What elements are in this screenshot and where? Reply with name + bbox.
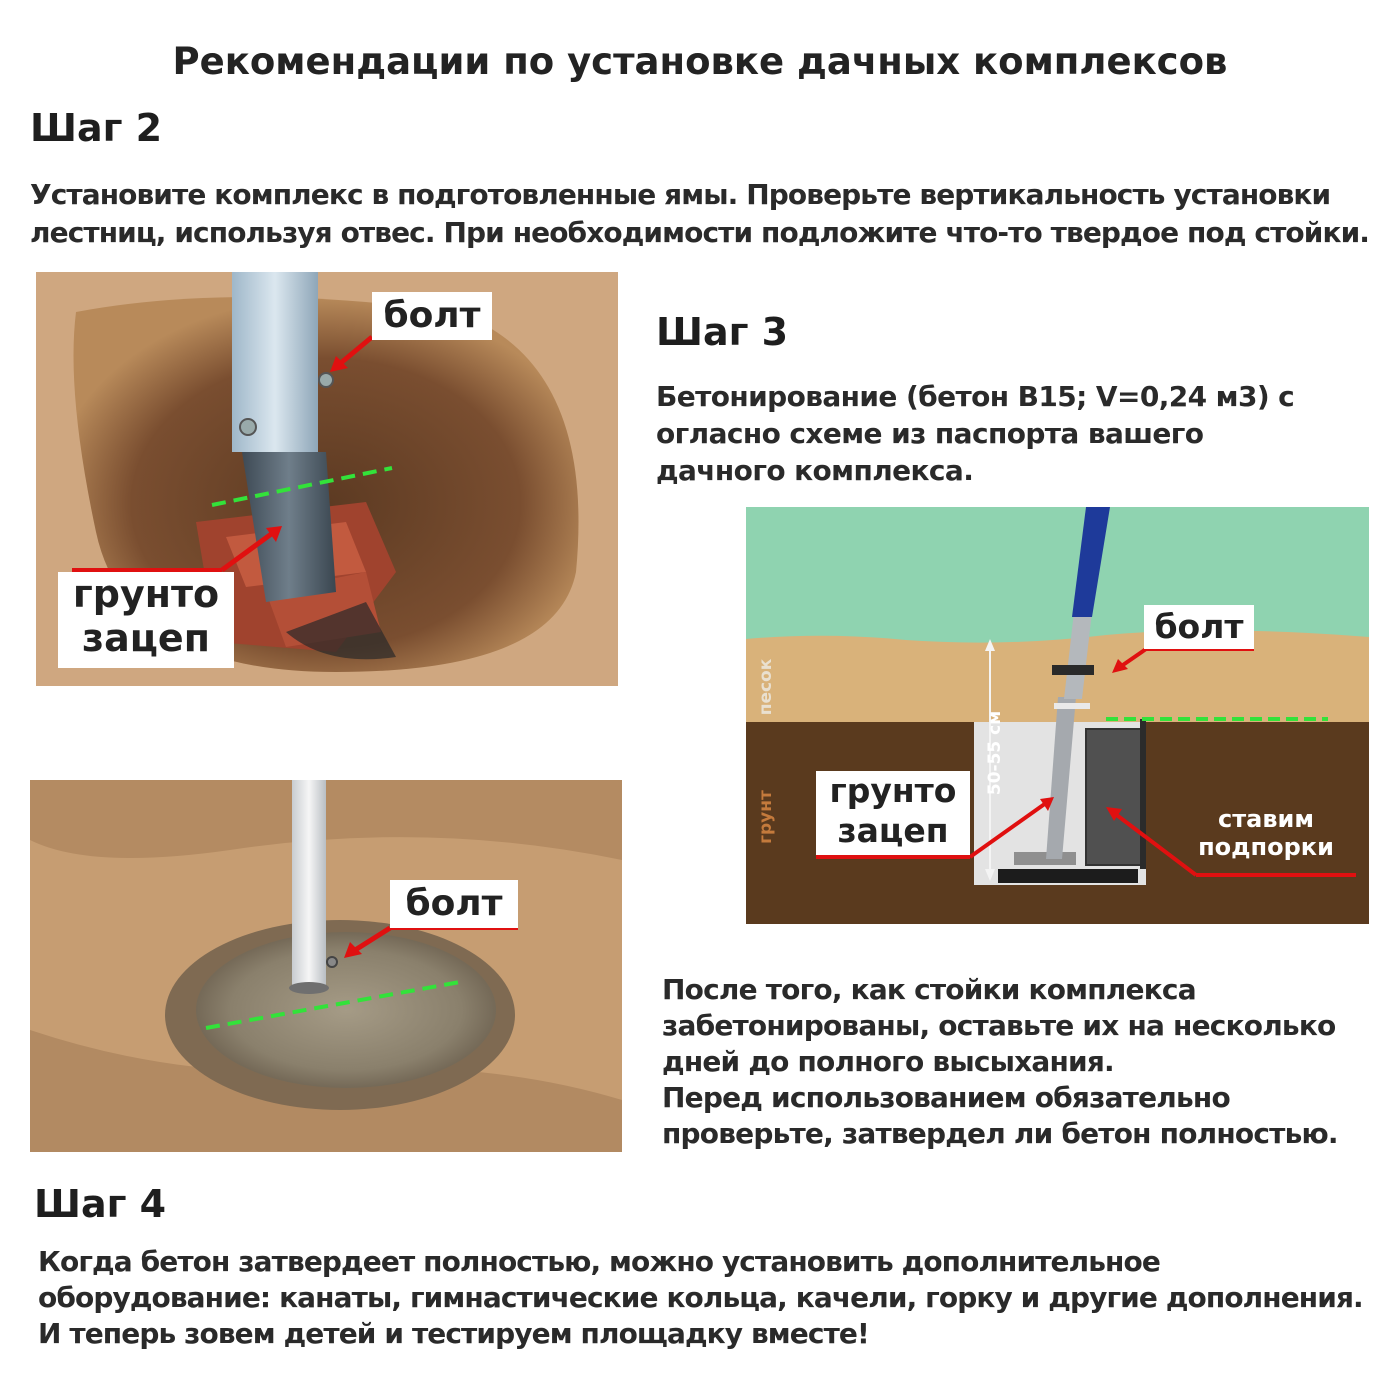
photo1-anchor-label-2: зацеп	[82, 616, 210, 660]
step-4-text	[38, 1244, 1388, 1352]
step-2-text	[30, 176, 1390, 252]
photo1-bolt-label: болт	[372, 292, 492, 340]
step-3-after-line-1: После того, как стойки комплекса	[662, 973, 1196, 1006]
diagram-bolt-label: болт	[1144, 605, 1254, 649]
photo1-anchor-label	[58, 572, 234, 668]
step-4-line-2: оборудование: канаты, гимнастические кольца, качели, горку и другие дополнения.	[38, 1281, 1363, 1314]
concreting-diagram-illustration	[746, 507, 1369, 924]
step-3-after-line-5: проверьте, затвердел ли бетон полностью.	[662, 1117, 1338, 1150]
diagram-anchor-label	[816, 771, 970, 855]
page-title: Рекомендации по установке дачных комплексов	[172, 40, 1228, 83]
concreting-diagram	[746, 507, 1369, 924]
step-3-line-3: дачного комплекса.	[656, 454, 974, 487]
photo-concrete-poured	[30, 780, 622, 1152]
diagram-support-label	[1176, 805, 1356, 861]
photo2-bolt-label: болт	[390, 880, 518, 928]
photo-concrete-poured-illustration	[30, 780, 622, 1152]
step-4-line-1: Когда бетон затвердеет полностью, можно установить дополнительное	[38, 1245, 1160, 1278]
photo-post-in-pit	[36, 272, 618, 686]
diagram-anchor-label-2: зацеп	[837, 811, 949, 850]
diagram-ground-layer-label: грунт	[756, 790, 776, 844]
step-2-line-1: Установите комплекс в подготовленные ямы. Проверьте вертикальность установки	[30, 178, 1331, 211]
diagram-depth-label: 50-55 см	[985, 710, 1005, 796]
diagram-support-label-2: подпорки	[1198, 833, 1334, 861]
step-3-heading: Шаг 3	[656, 310, 789, 354]
diagram-anchor-label-1: грунто	[829, 771, 957, 810]
step-3-text	[656, 378, 1346, 489]
step-2-line-2: лестниц, используя отвес. При необходимости подложите что-то твердое под стойки.	[30, 216, 1370, 249]
step-3-after-line-2: забетонированы, оставьте их на несколько	[662, 1009, 1336, 1042]
step-4-line-3: И теперь зовем детей и тестируем площадку вместе!	[38, 1317, 869, 1350]
step-4-heading: Шаг 4	[34, 1182, 167, 1226]
step-3-line-2: огласно схеме из паспорта вашего	[656, 417, 1204, 450]
diagram-sand-layer-label: песок	[756, 658, 776, 716]
step-3-after-line-4: Перед использованием обязательно	[662, 1081, 1230, 1114]
photo1-anchor-label-1: грунто	[72, 572, 220, 616]
step-3-line-1: Бетонирование (бетон В15; V=0,24 м3) с	[656, 380, 1295, 413]
step-3-after-line-3: дней до полного высыхания.	[662, 1045, 1114, 1078]
step-3-after-text	[662, 972, 1382, 1152]
diagram-support-label-1: ставим	[1218, 805, 1314, 833]
step-2-heading: Шаг 2	[30, 106, 163, 150]
